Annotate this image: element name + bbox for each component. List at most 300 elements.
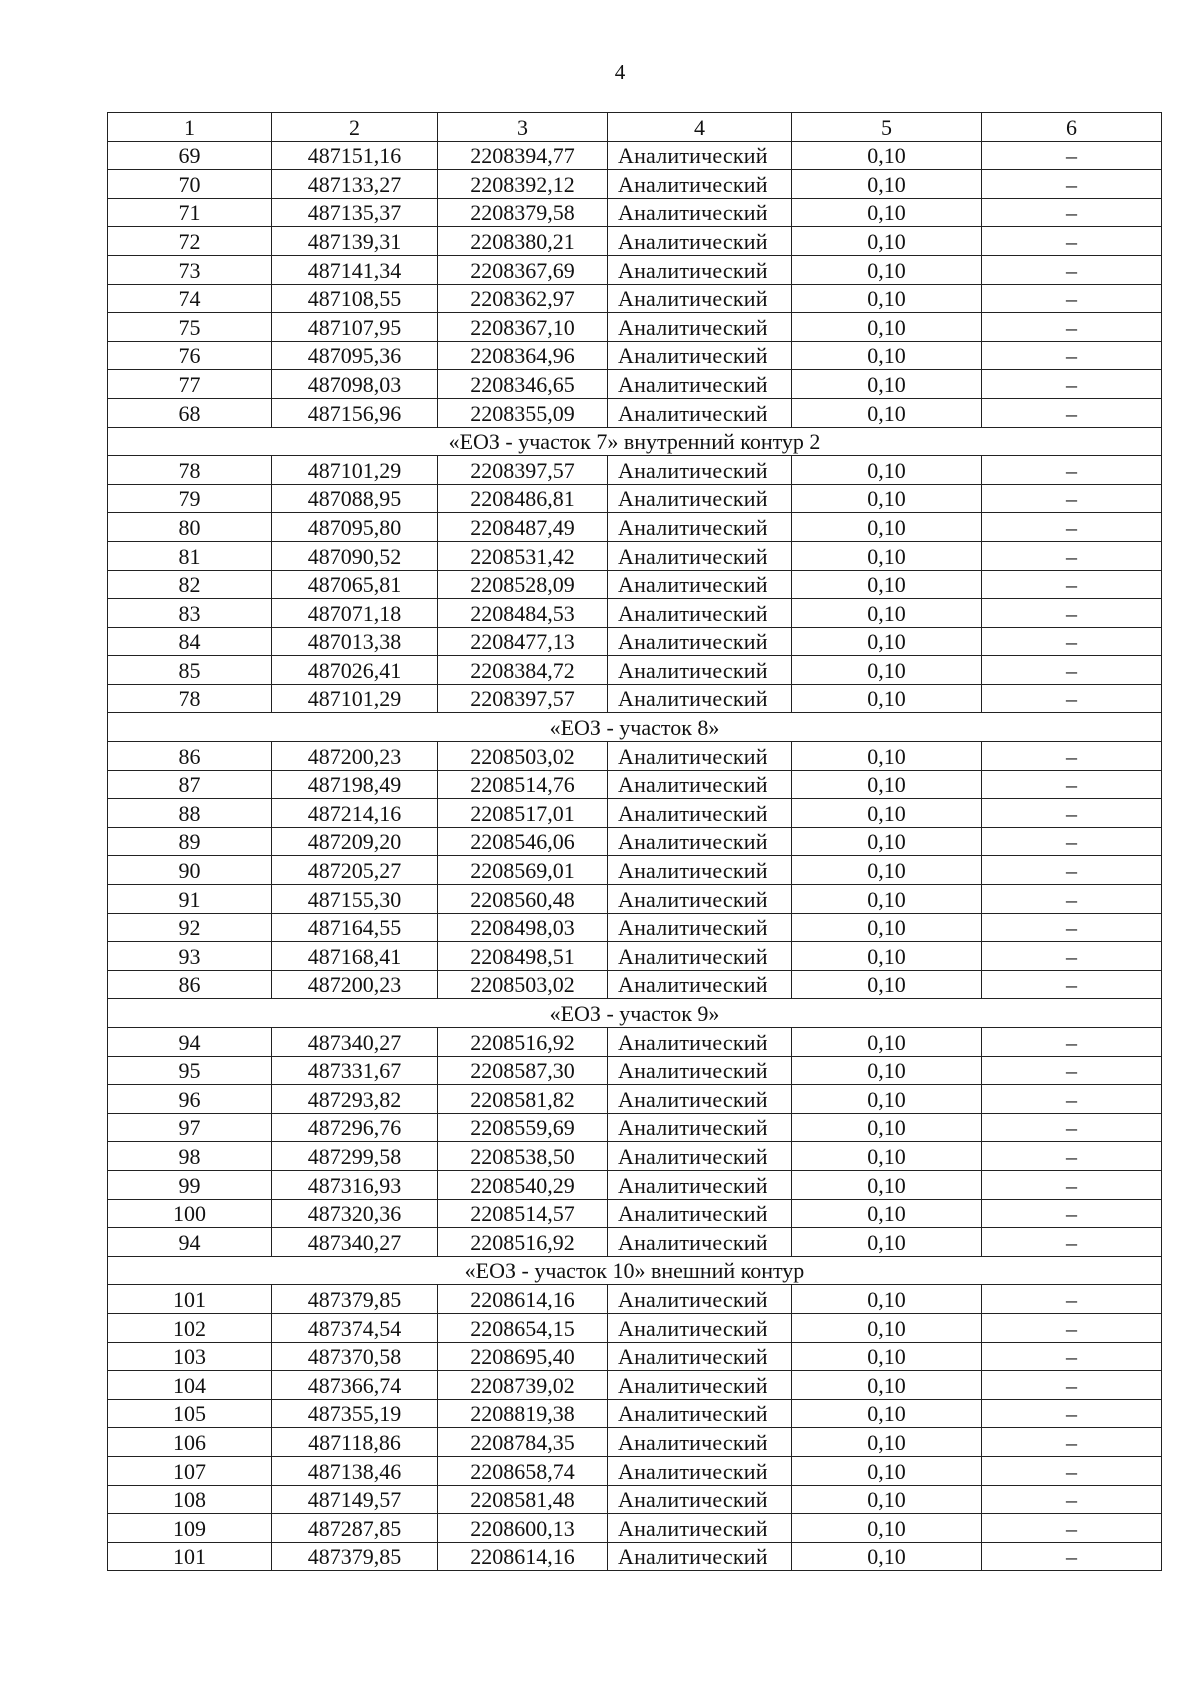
table-row bbox=[108, 1113, 1162, 1142]
accuracy-cell: 0,10 bbox=[792, 1028, 982, 1057]
point-number-cell: 79 bbox=[108, 484, 272, 513]
method-cell: Аналитический bbox=[608, 255, 792, 284]
table-row bbox=[108, 1428, 1162, 1457]
table-row bbox=[108, 1342, 1162, 1371]
x-coordinate-cell: 487366,74 bbox=[272, 1371, 438, 1400]
x-coordinate-cell: 487214,16 bbox=[272, 799, 438, 828]
y-coordinate-cell: 2208517,01 bbox=[438, 799, 608, 828]
y-coordinate-cell: 2208379,58 bbox=[438, 198, 608, 227]
x-coordinate-cell: 487374,54 bbox=[272, 1313, 438, 1342]
table-row bbox=[108, 1285, 1162, 1314]
accuracy-cell: 0,10 bbox=[792, 1285, 982, 1314]
method-cell: Аналитический bbox=[608, 484, 792, 513]
note-cell: – bbox=[982, 1170, 1162, 1199]
table-row bbox=[108, 456, 1162, 485]
accuracy-cell: 0,10 bbox=[792, 456, 982, 485]
point-number-cell: 81 bbox=[108, 541, 272, 570]
point-number-cell: 105 bbox=[108, 1399, 272, 1428]
point-number-cell: 98 bbox=[108, 1142, 272, 1171]
note-cell: – bbox=[982, 742, 1162, 771]
y-coordinate-cell: 2208514,76 bbox=[438, 770, 608, 799]
point-number-cell: 71 bbox=[108, 198, 272, 227]
note-cell: – bbox=[982, 1485, 1162, 1514]
method-cell: Аналитический bbox=[608, 570, 792, 599]
table-row bbox=[108, 341, 1162, 370]
accuracy-cell: 0,10 bbox=[792, 398, 982, 427]
note-cell: – bbox=[982, 370, 1162, 399]
point-number-cell: 109 bbox=[108, 1514, 272, 1543]
point-number-cell: 87 bbox=[108, 770, 272, 799]
method-cell: Аналитический bbox=[608, 313, 792, 342]
accuracy-cell: 0,10 bbox=[792, 1485, 982, 1514]
point-number-cell: 69 bbox=[108, 141, 272, 170]
note-cell: – bbox=[982, 284, 1162, 313]
method-cell: Аналитический bbox=[608, 370, 792, 399]
method-cell: Аналитический bbox=[608, 1085, 792, 1114]
note-cell: – bbox=[982, 1342, 1162, 1371]
accuracy-cell: 0,10 bbox=[792, 170, 982, 199]
method-cell: Аналитический bbox=[608, 913, 792, 942]
accuracy-cell: 0,10 bbox=[792, 1542, 982, 1571]
method-cell: Аналитический bbox=[608, 1142, 792, 1171]
x-coordinate-cell: 487065,81 bbox=[272, 570, 438, 599]
method-cell: Аналитический bbox=[608, 1399, 792, 1428]
x-coordinate-cell: 487118,86 bbox=[272, 1428, 438, 1457]
point-number-cell: 86 bbox=[108, 970, 272, 999]
x-coordinate-cell: 487156,96 bbox=[272, 398, 438, 427]
x-coordinate-cell: 487379,85 bbox=[272, 1285, 438, 1314]
x-coordinate-cell: 487108,55 bbox=[272, 284, 438, 313]
accuracy-cell: 0,10 bbox=[792, 1371, 982, 1400]
y-coordinate-cell: 2208498,03 bbox=[438, 913, 608, 942]
note-cell: – bbox=[982, 856, 1162, 885]
table-row bbox=[108, 570, 1162, 599]
note-cell: – bbox=[982, 827, 1162, 856]
table-row bbox=[108, 913, 1162, 942]
table-row bbox=[108, 1142, 1162, 1171]
y-coordinate-cell: 2208380,21 bbox=[438, 227, 608, 256]
x-coordinate-cell: 487340,27 bbox=[272, 1028, 438, 1057]
accuracy-cell: 0,10 bbox=[792, 227, 982, 256]
accuracy-cell: 0,10 bbox=[792, 770, 982, 799]
y-coordinate-cell: 2208540,29 bbox=[438, 1170, 608, 1199]
accuracy-cell: 0,10 bbox=[792, 1056, 982, 1085]
table-row bbox=[108, 1199, 1162, 1228]
note-cell: – bbox=[982, 656, 1162, 685]
x-coordinate-cell: 487141,34 bbox=[272, 255, 438, 284]
point-number-cell: 91 bbox=[108, 885, 272, 914]
point-number-cell: 90 bbox=[108, 856, 272, 885]
accuracy-cell: 0,10 bbox=[792, 799, 982, 828]
method-cell: Аналитический bbox=[608, 770, 792, 799]
accuracy-cell: 0,10 bbox=[792, 1313, 982, 1342]
accuracy-cell: 0,10 bbox=[792, 1142, 982, 1171]
y-coordinate-cell: 2208397,57 bbox=[438, 456, 608, 485]
accuracy-cell: 0,10 bbox=[792, 599, 982, 628]
section-title: «ЕОЗ - участок 8» bbox=[108, 713, 1162, 742]
point-number-cell: 82 bbox=[108, 570, 272, 599]
method-cell: Аналитический bbox=[608, 799, 792, 828]
method-cell: Аналитический bbox=[608, 1285, 792, 1314]
point-number-cell: 107 bbox=[108, 1456, 272, 1485]
x-coordinate-cell: 487164,55 bbox=[272, 913, 438, 942]
x-coordinate-cell: 487316,93 bbox=[272, 1170, 438, 1199]
table-row bbox=[108, 856, 1162, 885]
method-cell: Аналитический bbox=[608, 341, 792, 370]
note-cell: – bbox=[982, 770, 1162, 799]
point-number-cell: 108 bbox=[108, 1485, 272, 1514]
page-number: 4 bbox=[614, 60, 626, 84]
point-number-cell: 76 bbox=[108, 341, 272, 370]
method-cell: Аналитический bbox=[608, 599, 792, 628]
y-coordinate-cell: 2208614,16 bbox=[438, 1285, 608, 1314]
method-cell: Аналитический bbox=[608, 456, 792, 485]
point-number-cell: 106 bbox=[108, 1428, 272, 1457]
method-cell: Аналитический bbox=[608, 398, 792, 427]
table-row bbox=[108, 1514, 1162, 1543]
table-row bbox=[108, 770, 1162, 799]
y-coordinate-cell: 2208397,57 bbox=[438, 684, 608, 713]
y-coordinate-cell: 2208695,40 bbox=[438, 1342, 608, 1371]
table-row bbox=[108, 1456, 1162, 1485]
point-number-cell: 104 bbox=[108, 1371, 272, 1400]
y-coordinate-cell: 2208587,30 bbox=[438, 1056, 608, 1085]
table-row bbox=[108, 1542, 1162, 1571]
x-coordinate-cell: 487331,67 bbox=[272, 1056, 438, 1085]
x-coordinate-cell: 487149,57 bbox=[272, 1485, 438, 1514]
note-cell: – bbox=[982, 1199, 1162, 1228]
x-coordinate-cell: 487287,85 bbox=[272, 1514, 438, 1543]
accuracy-cell: 0,10 bbox=[792, 1170, 982, 1199]
table-row bbox=[108, 484, 1162, 513]
note-cell: – bbox=[982, 942, 1162, 971]
y-coordinate-cell: 2208487,49 bbox=[438, 513, 608, 542]
point-number-cell: 92 bbox=[108, 913, 272, 942]
table-row bbox=[108, 398, 1162, 427]
point-number-cell: 80 bbox=[108, 513, 272, 542]
x-coordinate-cell: 487138,46 bbox=[272, 1456, 438, 1485]
point-number-cell: 72 bbox=[108, 227, 272, 256]
method-cell: Аналитический bbox=[608, 1456, 792, 1485]
x-coordinate-cell: 487107,95 bbox=[272, 313, 438, 342]
y-coordinate-cell: 2208484,53 bbox=[438, 599, 608, 628]
note-cell: – bbox=[982, 227, 1162, 256]
x-coordinate-cell: 487299,58 bbox=[272, 1142, 438, 1171]
x-coordinate-cell: 487101,29 bbox=[272, 684, 438, 713]
accuracy-cell: 0,10 bbox=[792, 370, 982, 399]
method-cell: Аналитический bbox=[608, 856, 792, 885]
table-row bbox=[108, 742, 1162, 771]
note-cell: – bbox=[982, 570, 1162, 599]
x-coordinate-cell: 487200,23 bbox=[272, 742, 438, 771]
note-cell: – bbox=[982, 513, 1162, 542]
table-row bbox=[108, 370, 1162, 399]
method-cell: Аналитический bbox=[608, 198, 792, 227]
accuracy-cell: 0,10 bbox=[792, 341, 982, 370]
accuracy-cell: 0,10 bbox=[792, 684, 982, 713]
method-cell: Аналитический bbox=[608, 141, 792, 170]
table-row bbox=[108, 1028, 1162, 1057]
note-cell: – bbox=[982, 541, 1162, 570]
x-coordinate-cell: 487293,82 bbox=[272, 1085, 438, 1114]
x-coordinate-cell: 487139,31 bbox=[272, 227, 438, 256]
table-row bbox=[108, 170, 1162, 199]
section-title: «ЕОЗ - участок 7» внутренний контур 2 bbox=[108, 427, 1162, 456]
note-cell: – bbox=[982, 1399, 1162, 1428]
note-cell: – bbox=[982, 970, 1162, 999]
point-number-cell: 94 bbox=[108, 1228, 272, 1257]
accuracy-cell: 0,10 bbox=[792, 1514, 982, 1543]
point-number-cell: 102 bbox=[108, 1313, 272, 1342]
x-coordinate-cell: 487370,58 bbox=[272, 1342, 438, 1371]
y-coordinate-cell: 2208784,35 bbox=[438, 1428, 608, 1457]
point-number-cell: 73 bbox=[108, 255, 272, 284]
y-coordinate-cell: 2208581,82 bbox=[438, 1085, 608, 1114]
note-cell: – bbox=[982, 1028, 1162, 1057]
x-coordinate-cell: 487095,80 bbox=[272, 513, 438, 542]
y-coordinate-cell: 2208559,69 bbox=[438, 1113, 608, 1142]
y-coordinate-cell: 2208477,13 bbox=[438, 627, 608, 656]
note-cell: – bbox=[982, 684, 1162, 713]
y-coordinate-cell: 2208362,97 bbox=[438, 284, 608, 313]
note-cell: – bbox=[982, 1514, 1162, 1543]
note-cell: – bbox=[982, 913, 1162, 942]
note-cell: – bbox=[982, 398, 1162, 427]
x-coordinate-cell: 487101,29 bbox=[272, 456, 438, 485]
method-cell: Аналитический bbox=[608, 227, 792, 256]
method-cell: Аналитический bbox=[608, 1428, 792, 1457]
method-cell: Аналитический bbox=[608, 1342, 792, 1371]
table-row bbox=[108, 970, 1162, 999]
point-number-cell: 83 bbox=[108, 599, 272, 628]
x-coordinate-cell: 487168,41 bbox=[272, 942, 438, 971]
point-number-cell: 75 bbox=[108, 313, 272, 342]
section-title-row bbox=[108, 1256, 1162, 1285]
note-cell: – bbox=[982, 1085, 1162, 1114]
x-coordinate-cell: 487340,27 bbox=[272, 1228, 438, 1257]
x-coordinate-cell: 487205,27 bbox=[272, 856, 438, 885]
point-number-cell: 100 bbox=[108, 1199, 272, 1228]
method-cell: Аналитический bbox=[608, 970, 792, 999]
note-cell: – bbox=[982, 141, 1162, 170]
table-row bbox=[108, 799, 1162, 828]
y-coordinate-cell: 2208654,15 bbox=[438, 1313, 608, 1342]
note-cell: – bbox=[982, 1113, 1162, 1142]
note-cell: – bbox=[982, 1228, 1162, 1257]
accuracy-cell: 0,10 bbox=[792, 856, 982, 885]
note-cell: – bbox=[982, 484, 1162, 513]
y-coordinate-cell: 2208658,74 bbox=[438, 1456, 608, 1485]
x-coordinate-cell: 487155,30 bbox=[272, 885, 438, 914]
point-number-cell: 95 bbox=[108, 1056, 272, 1085]
accuracy-cell: 0,10 bbox=[792, 1113, 982, 1142]
method-cell: Аналитический bbox=[608, 1028, 792, 1057]
accuracy-cell: 0,10 bbox=[792, 1399, 982, 1428]
method-cell: Аналитический bbox=[608, 1371, 792, 1400]
y-coordinate-cell: 2208346,65 bbox=[438, 370, 608, 399]
method-cell: Аналитический bbox=[608, 541, 792, 570]
x-coordinate-cell: 487098,03 bbox=[272, 370, 438, 399]
section-title-row bbox=[108, 713, 1162, 742]
note-cell: – bbox=[982, 1313, 1162, 1342]
y-coordinate-cell: 2208546,06 bbox=[438, 827, 608, 856]
method-cell: Аналитический bbox=[608, 284, 792, 313]
point-number-cell: 84 bbox=[108, 627, 272, 656]
accuracy-cell: 0,10 bbox=[792, 484, 982, 513]
accuracy-cell: 0,10 bbox=[792, 1085, 982, 1114]
point-number-cell: 70 bbox=[108, 170, 272, 199]
table-row bbox=[108, 1399, 1162, 1428]
y-coordinate-cell: 2208384,72 bbox=[438, 656, 608, 685]
method-cell: Аналитический bbox=[608, 1313, 792, 1342]
table-row bbox=[108, 198, 1162, 227]
y-coordinate-cell: 2208392,12 bbox=[438, 170, 608, 199]
accuracy-cell: 0,10 bbox=[792, 656, 982, 685]
x-coordinate-cell: 487088,95 bbox=[272, 484, 438, 513]
section-title-row bbox=[108, 999, 1162, 1028]
note-cell: – bbox=[982, 627, 1162, 656]
x-coordinate-cell: 487090,52 bbox=[272, 541, 438, 570]
note-cell: – bbox=[982, 1142, 1162, 1171]
point-number-cell: 85 bbox=[108, 656, 272, 685]
note-cell: – bbox=[982, 1456, 1162, 1485]
accuracy-cell: 0,10 bbox=[792, 141, 982, 170]
x-coordinate-cell: 487026,41 bbox=[272, 656, 438, 685]
section-title: «ЕОЗ - участок 10» внешний контур bbox=[108, 1256, 1162, 1285]
table-row bbox=[108, 656, 1162, 685]
y-coordinate-cell: 2208503,02 bbox=[438, 742, 608, 771]
method-cell: Аналитический bbox=[608, 1228, 792, 1257]
point-number-cell: 103 bbox=[108, 1342, 272, 1371]
table-row bbox=[108, 627, 1162, 656]
method-cell: Аналитический bbox=[608, 885, 792, 914]
coordinates-table bbox=[107, 112, 1162, 1571]
accuracy-cell: 0,10 bbox=[792, 313, 982, 342]
y-coordinate-cell: 2208819,38 bbox=[438, 1399, 608, 1428]
method-cell: Аналитический bbox=[608, 1485, 792, 1514]
point-number-cell: 78 bbox=[108, 684, 272, 713]
accuracy-cell: 0,10 bbox=[792, 1228, 982, 1257]
table-row bbox=[108, 1313, 1162, 1342]
method-cell: Аналитический bbox=[608, 742, 792, 771]
y-coordinate-cell: 2208394,77 bbox=[438, 141, 608, 170]
table-row bbox=[108, 513, 1162, 542]
header-cell-3: 3 bbox=[438, 113, 608, 142]
y-coordinate-cell: 2208355,09 bbox=[438, 398, 608, 427]
accuracy-cell: 0,10 bbox=[792, 284, 982, 313]
accuracy-cell: 0,10 bbox=[792, 827, 982, 856]
note-cell: – bbox=[982, 198, 1162, 227]
point-number-cell: 99 bbox=[108, 1170, 272, 1199]
accuracy-cell: 0,10 bbox=[792, 255, 982, 284]
y-coordinate-cell: 2208614,16 bbox=[438, 1542, 608, 1571]
table-row bbox=[108, 1485, 1162, 1514]
point-number-cell: 77 bbox=[108, 370, 272, 399]
table-row bbox=[108, 141, 1162, 170]
method-cell: Аналитический bbox=[608, 627, 792, 656]
y-coordinate-cell: 2208486,81 bbox=[438, 484, 608, 513]
accuracy-cell: 0,10 bbox=[792, 1456, 982, 1485]
note-cell: – bbox=[982, 799, 1162, 828]
point-number-cell: 88 bbox=[108, 799, 272, 828]
header-cell-1: 1 bbox=[108, 113, 272, 142]
header-row bbox=[108, 113, 1162, 142]
accuracy-cell: 0,10 bbox=[792, 942, 982, 971]
method-cell: Аналитический bbox=[608, 827, 792, 856]
method-cell: Аналитический bbox=[608, 170, 792, 199]
accuracy-cell: 0,10 bbox=[792, 913, 982, 942]
table-row bbox=[108, 684, 1162, 713]
table-row bbox=[108, 1056, 1162, 1085]
method-cell: Аналитический bbox=[608, 1170, 792, 1199]
table-row bbox=[108, 284, 1162, 313]
y-coordinate-cell: 2208739,02 bbox=[438, 1371, 608, 1400]
header-cell-4: 4 bbox=[608, 113, 792, 142]
table-row bbox=[108, 885, 1162, 914]
note-cell: – bbox=[982, 313, 1162, 342]
table-row bbox=[108, 599, 1162, 628]
header-cell-5: 5 bbox=[792, 113, 982, 142]
point-number-cell: 93 bbox=[108, 942, 272, 971]
x-coordinate-cell: 487379,85 bbox=[272, 1542, 438, 1571]
note-cell: – bbox=[982, 1371, 1162, 1400]
table-row bbox=[108, 1228, 1162, 1257]
method-cell: Аналитический bbox=[608, 942, 792, 971]
section-title: «ЕОЗ - участок 9» bbox=[108, 999, 1162, 1028]
accuracy-cell: 0,10 bbox=[792, 742, 982, 771]
note-cell: – bbox=[982, 1056, 1162, 1085]
x-coordinate-cell: 487151,16 bbox=[272, 141, 438, 170]
note-cell: – bbox=[982, 1285, 1162, 1314]
section-title-row bbox=[108, 427, 1162, 456]
x-coordinate-cell: 487071,18 bbox=[272, 599, 438, 628]
accuracy-cell: 0,10 bbox=[792, 513, 982, 542]
x-coordinate-cell: 487320,36 bbox=[272, 1199, 438, 1228]
note-cell: – bbox=[982, 885, 1162, 914]
y-coordinate-cell: 2208367,69 bbox=[438, 255, 608, 284]
point-number-cell: 94 bbox=[108, 1028, 272, 1057]
table-row bbox=[108, 1371, 1162, 1400]
point-number-cell: 68 bbox=[108, 398, 272, 427]
y-coordinate-cell: 2208516,92 bbox=[438, 1228, 608, 1257]
table-row bbox=[108, 1085, 1162, 1114]
point-number-cell: 96 bbox=[108, 1085, 272, 1114]
accuracy-cell: 0,10 bbox=[792, 1428, 982, 1457]
x-coordinate-cell: 487133,27 bbox=[272, 170, 438, 199]
note-cell: – bbox=[982, 456, 1162, 485]
accuracy-cell: 0,10 bbox=[792, 970, 982, 999]
method-cell: Аналитический bbox=[608, 1514, 792, 1543]
method-cell: Аналитический bbox=[608, 1056, 792, 1085]
table-row bbox=[108, 255, 1162, 284]
note-cell: – bbox=[982, 341, 1162, 370]
table-body bbox=[108, 113, 1162, 1571]
point-number-cell: 97 bbox=[108, 1113, 272, 1142]
y-coordinate-cell: 2208516,92 bbox=[438, 1028, 608, 1057]
note-cell: – bbox=[982, 1542, 1162, 1571]
y-coordinate-cell: 2208503,02 bbox=[438, 970, 608, 999]
note-cell: – bbox=[982, 170, 1162, 199]
note-cell: – bbox=[982, 255, 1162, 284]
x-coordinate-cell: 487209,20 bbox=[272, 827, 438, 856]
x-coordinate-cell: 487013,38 bbox=[272, 627, 438, 656]
table-row bbox=[108, 827, 1162, 856]
point-number-cell: 89 bbox=[108, 827, 272, 856]
accuracy-cell: 0,10 bbox=[792, 885, 982, 914]
point-number-cell: 74 bbox=[108, 284, 272, 313]
table-row bbox=[108, 541, 1162, 570]
y-coordinate-cell: 2208528,09 bbox=[438, 570, 608, 599]
